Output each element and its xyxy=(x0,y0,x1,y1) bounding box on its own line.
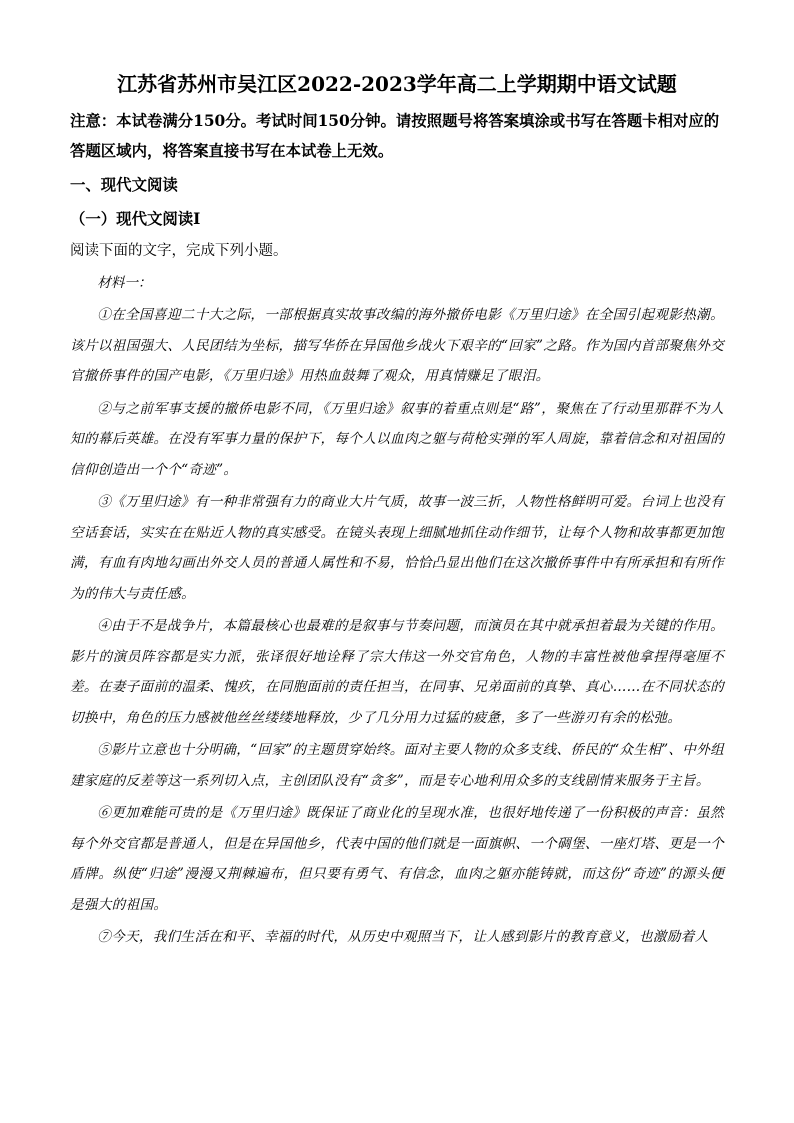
exam-notice: 注意：本试卷满分150分。考试时间150分钟。请按照题号将答案填涂或书写在答题卡相对应的答题区域内，将答案直接书写在本试卷上无效。 xyxy=(70,112,720,160)
paragraph-3: ③《万里归途》有一种非常强有力的商业大片气质，故事一波三折，人物性格鲜明可爱。台词上也没有空话套话，实实在在贴近人物的真实感受。在镜头表现上细腻地抓住动作细节，让每个人物和故事都更加饱满，有血有肉地勾画出外交人员的普通人属性和不易，恰恰凸显出他们在这次撤侨事件中有所承担和有所作为的伟大与责任感。 xyxy=(70,494,724,602)
paragraph-5: ⑤影片立意也十分明确，“回家”的主题贯穿始终。面对主要人物的众多支线、侨民的“众生相”、中外组建家庭的反差等这一系列切入点，主创团队没有“贪多”，而是专心地利用众多的支线剧情来服务于主旨。 xyxy=(70,742,724,789)
reading-instruction: 阅读下面的文字，完成下列小题。 xyxy=(70,243,288,259)
exam-title: 江苏省苏州市吴江区2022-2023学年高二上学期期中语文试题 xyxy=(117,72,677,96)
section-heading: 一、现代文阅读 xyxy=(70,176,178,194)
paragraph-4: ④由于不是战争片，本篇最核心也最难的是叙事与节奏问题，而演员在其中就承担着最为关键的作用。影片的演员阵容都是实力派，张译很好地诠释了宗大伟这一外交官角色，人物的丰富性被他拿捏得毫厘不差。在妻子面前的温柔、愧疚，在同胞面前的责任担当，在同事、兄弟面前的真挚、真心……在不同状态的切换中，角色的压力感被他丝丝缕缕地释放，少了几分用力过猛的疲惫，多了一些游刃有余的松弛。 xyxy=(70,618,724,726)
exam-page xyxy=(70,70,724,953)
paragraph-6: ⑥更加难能可贵的是《万里归途》既保证了商业化的呈现水准，也很好地传递了一份积极的声音：虽然每个外交官都是普通人，但是在异国他乡，代表中国的他们就是一面旗帜、一个碉堡、一座灯塔、更是一个盾牌。纵使“归途”漫漫又荆棘遍布，但只要有勇气、有信念，血肉之躯亦能铸就，而这份“奇迹”的源头便是强大的祖国。 xyxy=(70,805,724,913)
paragraph-2: ②与之前军事支援的撤侨电影不同，《万里归途》叙事的着重点则是“路”，聚焦在了行动里那群不为人知的幕后英雄。在没有军事力量的保护下，每个人以血肉之躯与荷枪实弹的军人周旋，靠着信念和对祖国的信仰创造出一个个“奇迹”。 xyxy=(70,400,724,478)
paragraph-1: ①在全国喜迎二十大之际，一部根据真实故事改编的海外撤侨电影《万里归途》在全国引起观影热潮。该片以祖国强大、人民团结为坐标，描写华侨在异国他乡战火下艰辛的“回家”之路。作为国内首部聚焦外交官撤侨事件的国产电影，《万里归途》用热血鼓舞了观众，用真情赚足了眼泪。 xyxy=(70,307,724,384)
subsection-heading: （一）现代文阅读Ⅰ xyxy=(70,210,201,228)
material-label: 材料一： xyxy=(97,275,152,291)
paragraph-7: ⑦今天，我们生活在和平、幸福的时代，从历史中观照当下，让人感到影片的教育意义，也激励着人 xyxy=(97,929,709,945)
